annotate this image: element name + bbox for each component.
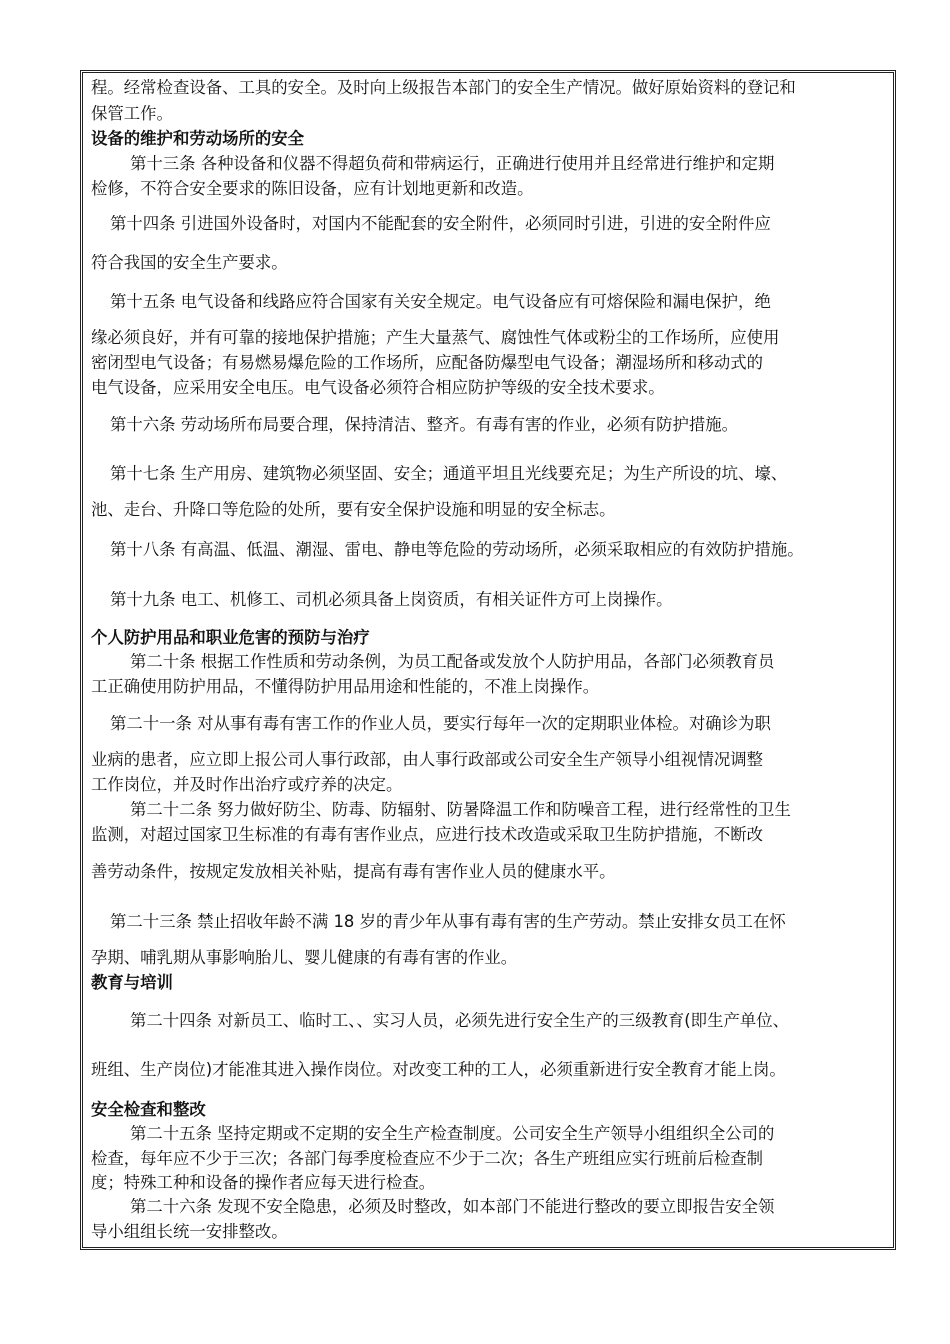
article-line: 第十六条 劳动场所布局要合理，保持清洁、整齐。有毒有害的作业，必须有防护措施。	[110, 415, 739, 434]
article-line: 第二十条 根据工作性质和劳动条例，为员工配备或发放个人防护用品，各部门必须教育员	[130, 652, 775, 671]
article-line: 第十三条 各种设备和仪器不得超负荷和带病运行，正确进行使用并且经常进行维护和定期	[130, 154, 775, 173]
text-line: 检修，不符合安全要求的陈旧设备，应有计划地更新和改造。	[91, 179, 534, 198]
article-line: 第二十一条 对从事有毒有害工作的作业人员，要实行每年一次的定期职业体检。对确诊为职	[110, 714, 771, 733]
article-line: 第二十二条 努力做好防尘、防毒、防辐射、防暑降温工作和防噪音工程，进行经常性的卫生	[130, 800, 791, 819]
section-heading: 个人防护用品和职业危害的预防与治疗	[91, 628, 370, 647]
text-line: 业病的患者，应立即上报公司人事行政部，由人事行政部或公司安全生产领导小组视情况调整	[91, 750, 764, 769]
text-line: 池、走台、升降口等危险的处所，要有安全保护设施和明显的安全标志。	[91, 500, 616, 519]
article-line: 第二十五条 坚持定期或不定期的安全生产检查制度。公司安全生产领导小组组织全公司的	[130, 1124, 775, 1143]
text-line: 班组、生产岗位)才能准其进入操作岗位。对改变工种的工人，必须重新进行安全教育才能上岗。	[91, 1060, 786, 1079]
text-line: 工正确使用防护用品，不懂得防护用品用途和性能的，不准上岗操作。	[91, 677, 600, 696]
article-line: 第十九条 电工、机修工、司机必须具备上岗资质，有相关证件方可上岗操作。	[110, 590, 673, 609]
article-line: 第十八条 有高温、低温、潮湿、雷电、静电等危险的劳动场所，必须采取相应的有效防护措施。	[110, 540, 804, 559]
section-heading: 教育与培训	[91, 973, 173, 992]
text-line: 保管工作。	[91, 104, 173, 123]
article-line: 第十四条 引进国外设备时，对国内不能配套的安全附件，必须同时引进，引进的安全附件应	[110, 214, 771, 233]
text-line: 导小组组长统一安排整改。	[91, 1222, 288, 1241]
text-line: 符合我国的安全生产要求。	[91, 253, 288, 272]
text-line: 监测，对超过国家卫生标准的有毒有害作业点，应进行技术改造或采取卫生防护措施，不断改	[91, 825, 764, 844]
text-line: 程。经常检查设备、工具的安全。及时向上级报告本部门的安全生产情况。做好原始资料的登记和	[91, 78, 796, 97]
section-heading: 设备的维护和劳动场所的安全	[91, 129, 305, 148]
article-line: 第二十六条 发现不安全隐患，必须及时整改，如本部门不能进行整改的要立即报告安全领	[130, 1197, 775, 1216]
article-line: 第二十三条 禁止招收年龄不满 18 岁的青少年从事有毒有害的生产劳动。禁止安排女员工在怀	[110, 912, 786, 931]
text-line: 电气设备，应采用安全电压。电气设备必须符合相应防护等级的安全技术要求。	[91, 378, 665, 397]
text-line: 善劳动条件，按规定发放相关补贴，提高有毒有害作业人员的健康水平。	[91, 862, 616, 881]
article-line: 第十七条 生产用房、建筑物必须坚固、安全；通道平坦且光线要充足；为生产所设的坑、壕、	[110, 464, 788, 483]
article-line: 第十五条 电气设备和线路应符合国家有关安全规定。电气设备应有可熔保险和漏电保护，绝	[110, 292, 771, 311]
article-line: 第二十四条 对新员工、临时工、、实习人员，必须先进行安全生产的三级教育(即生产单位、	[130, 1011, 790, 1030]
text-line: 工作岗位，并及时作出治疗或疗养的决定。	[91, 775, 403, 794]
section-heading: 安全检查和整改	[91, 1100, 206, 1119]
text-line: 度；特殊工种和设备的操作者应每天进行检查。	[91, 1173, 436, 1192]
text-line: 检查，每年应不少于三次；各部门每季度检查应不少于二次；各生产班组应实行班前后检查制	[91, 1149, 764, 1168]
text-line: 孕期、哺乳期从事影响胎儿、婴儿健康的有毒有害的作业。	[91, 948, 518, 967]
text-line: 密闭型电气设备；有易燃易爆危险的工作场所，应配备防爆型电气设备；潮湿场所和移动式的	[91, 353, 764, 372]
text-line: 缘必须良好，并有可靠的接地保护措施；产生大量蒸气、腐蚀性气体或粉尘的工作场所，应使用	[91, 328, 780, 347]
